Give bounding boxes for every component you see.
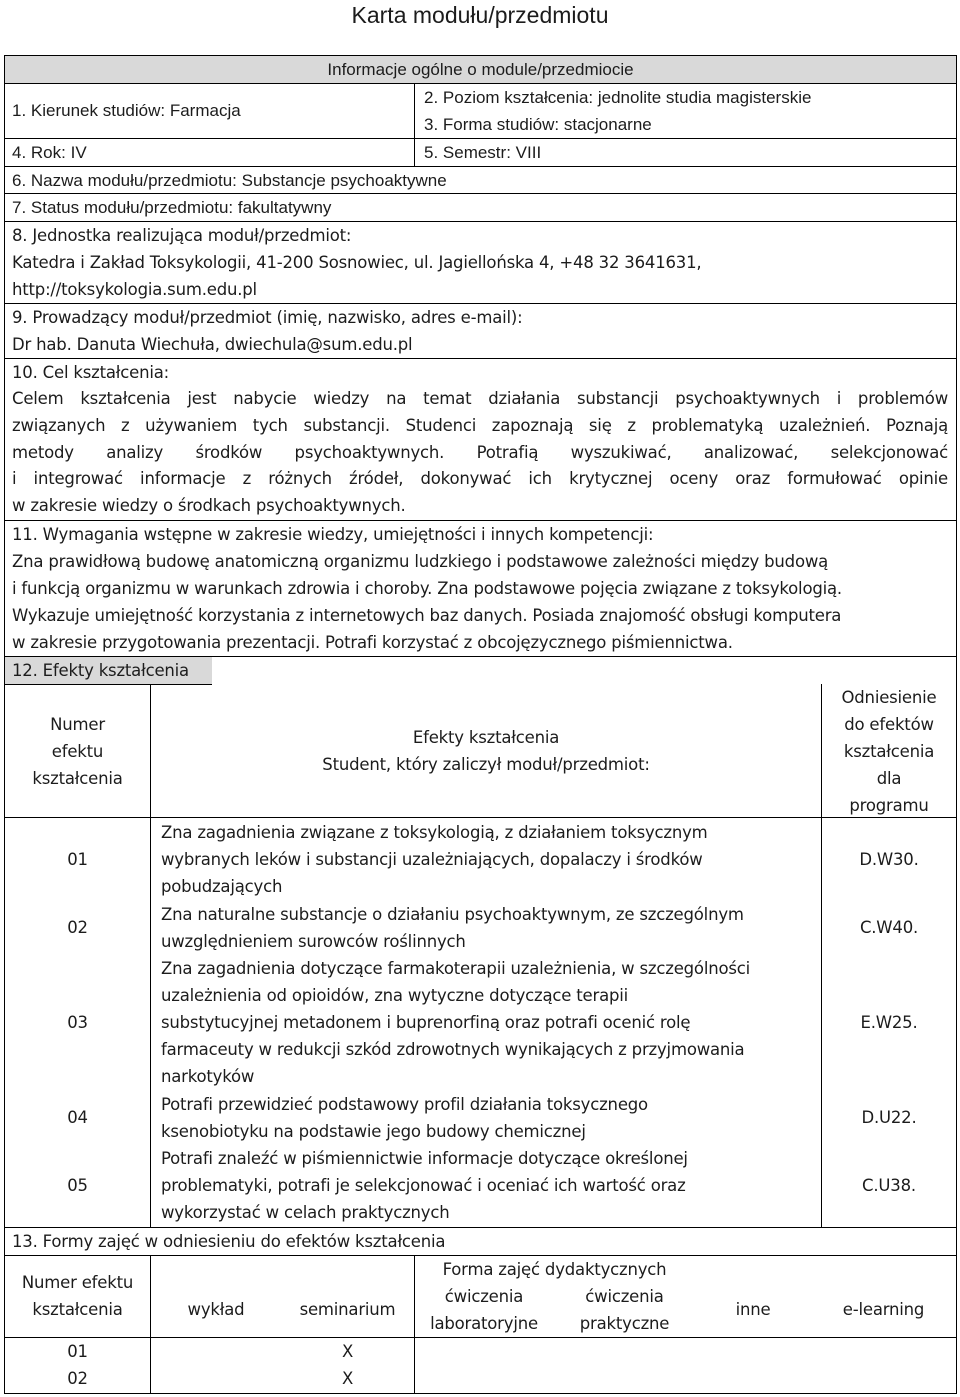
- page-title: Karta modułu/przedmiotu: [351, 2, 609, 28]
- header-line: do efektów: [844, 715, 934, 734]
- text-line: Zna naturalne substancje o działaniu psychoaktywnym, ze szczególnym: [161, 905, 744, 924]
- header-line: kształcenia: [32, 769, 123, 788]
- field-link[interactable]: http://toksykologia.sum.edu.pl: [12, 280, 257, 299]
- text-line: Potrafi znaleźć w piśmiennictwie informacje dotyczące określonej: [161, 1149, 688, 1168]
- effect-reference: D.W30.: [859, 850, 919, 869]
- field-value: stacjonarne: [563, 115, 652, 134]
- field-value: VIII: [515, 143, 542, 162]
- rule: [414, 83, 415, 166]
- text-line: ksenobiotyku na podstawie jego budowy chemicznej: [161, 1122, 586, 1141]
- forms-col-prakt: [554, 1283, 695, 1337]
- field-cel-label: [12, 359, 169, 386]
- field-wymagania: [12, 521, 842, 656]
- effect-reference: E.W25.: [860, 1013, 918, 1032]
- text-line: Zna zagadnienia dotyczące farmakoterapii uzależnienia, w szczególności: [161, 959, 751, 978]
- effect-description: [161, 955, 750, 1090]
- text-line: narkotyków: [161, 1067, 255, 1086]
- text-line: metody analizy środków psychoaktywnych. Potrafią wyszukiwać, analizować, selekcjonować: [12, 442, 948, 462]
- field-status: [12, 194, 331, 221]
- header-line: Numer efektu: [21, 1273, 134, 1292]
- field-line: Katedra i Zakład Toksykologii, 41-200 Sosnowiec, ul. Jagiellońska 4, +48 32 3641631,: [12, 253, 702, 272]
- field-cel-text: [12, 386, 948, 520]
- effects-col-effects-header: [151, 724, 821, 778]
- text-line: Zna zagadnienia związane z toksykologią, z działaniem toksycznym: [161, 823, 708, 842]
- text-line: związanych z używaniem tych substancji. Studenci zapoznają się z problematyką uzależnień. Poznają: [12, 415, 948, 435]
- text-line: w zakresie przygotowania prezentacji. Potrafi korzystać z obcojęzycznego piśmiennictwa.: [12, 633, 733, 652]
- field-value: jednolite studia magisterskie: [597, 88, 812, 107]
- text-line: i integrować informacje z różnych źródeł, dokonywać ich krytycznej oceny oraz formułować opinie: [12, 469, 948, 489]
- forms-col-seminarium: seminarium: [299, 1300, 396, 1319]
- field-value: Farmacja: [169, 101, 241, 120]
- text-line: w zakresie wiedzy o środkach psychoaktywnych.: [12, 496, 406, 516]
- header-line: Efekty kształcenia: [412, 728, 560, 747]
- text-line: pobudzających: [161, 877, 283, 896]
- field-forma: [424, 111, 652, 138]
- text-line: farmaceuty w redukcji szkód zdrowotnych wynikających z przyjmowania: [161, 1040, 745, 1059]
- effect-number: 03: [67, 1013, 88, 1032]
- field-label: 4. Rok:: [12, 143, 66, 162]
- header-line: kształcenia: [843, 742, 935, 761]
- field-label: 6. Nazwa modułu/przedmiotu:: [12, 171, 237, 190]
- rule: [4, 817, 957, 818]
- rule: [150, 1255, 151, 1394]
- field-rok: [12, 139, 87, 166]
- rule: [4, 684, 212, 685]
- forms-row-number: 01: [67, 1342, 88, 1361]
- text-line: Zna prawidłową budowę anatomiczną organizmu ludzkiego i podstawowe zależności między budową: [12, 552, 829, 571]
- header-line: efektu: [51, 742, 104, 761]
- effect-reference: D.U22.: [861, 1108, 917, 1127]
- text-line: wykorzystać w celach praktycznych: [161, 1203, 450, 1222]
- forms-row-seminarium-mark: X: [341, 1369, 354, 1388]
- forms-col-inne: inne: [735, 1300, 771, 1319]
- forms-group-header: Forma zajęć dydaktycznych: [442, 1260, 667, 1279]
- field-poziom: [424, 84, 811, 111]
- text-line: Potrafi przewidzieć podstawowy profil działania toksycznego: [161, 1095, 648, 1114]
- header-line: ćwiczenia: [585, 1287, 664, 1306]
- field-label: 11. Wymagania wstępne w zakresie wiedzy, umiejętności i innych kompetencji:: [12, 525, 654, 544]
- field-nazwa: [12, 167, 447, 194]
- effect-description: [161, 819, 708, 900]
- field-value: IV: [70, 143, 87, 162]
- header-line: ćwiczenia: [444, 1287, 524, 1306]
- effect-description: [161, 901, 744, 955]
- header-line: kształcenia: [32, 1300, 123, 1319]
- forms-col-lab: [414, 1283, 554, 1337]
- effect-description: [161, 1091, 648, 1145]
- field-label: 2. Poziom kształcenia:: [424, 88, 594, 107]
- forms-col-wyklad: wykład: [187, 1300, 245, 1319]
- forms-title: 13. Formy zajęć w odniesieniu do efektów kształcenia: [12, 1232, 446, 1251]
- header-line: laboratoryjne: [430, 1314, 538, 1333]
- field-value: Dr hab. Danuta Wiechuła, dwiechula@sum.edu.pl: [12, 335, 413, 354]
- forms-col-elearning: e-learning: [842, 1300, 925, 1319]
- header-line: praktyczne: [579, 1314, 670, 1333]
- field-label: 7. Status modułu/przedmiotu:: [12, 198, 234, 217]
- field-label: 8. Jednostka realizująca moduł/przedmiot:: [12, 226, 352, 245]
- effects-col-ref-header: [822, 684, 956, 819]
- field-semestr: [424, 139, 541, 166]
- effect-number: 02: [67, 918, 88, 937]
- field-label: 1. Kierunek studiów:: [12, 101, 166, 120]
- effect-number: 05: [67, 1176, 88, 1195]
- field-jednostka: [12, 222, 701, 303]
- field-value: Substancje psychoaktywne: [241, 171, 447, 190]
- text-line: uwzględnieniem surowców roślinnych: [161, 932, 466, 951]
- forms-col-number-header: [5, 1269, 150, 1323]
- general-header: Informacje ogólne o module/przedmiocie: [327, 60, 634, 79]
- header-line: Student, który zaliczył moduł/przedmiot:: [322, 755, 650, 774]
- text-line: wybranych leków i substancji uzależniających, dopalaczy i środków: [161, 850, 703, 869]
- text-line: Wykazuje umiejętność korzystania z internetowych baz danych. Posiada znajomość obsługi komputera: [12, 606, 842, 625]
- forms-row-seminarium-mark: X: [341, 1342, 354, 1361]
- effect-reference: C.W40.: [859, 918, 919, 937]
- field-kierunek: [12, 97, 241, 124]
- field-label: 3. Forma studiów:: [424, 115, 560, 134]
- field-value: fakultatywny: [237, 198, 332, 217]
- effect-number: 01: [67, 850, 88, 869]
- text-line: Celem kształcenia jest nabycie wiedzy na temat działania substancji psychoaktywnych i problemów: [12, 389, 948, 408]
- field-label: 9. Prowadzący moduł/przedmiot (imię, nazwisko, adres e-mail):: [12, 308, 523, 327]
- text-line: problematyki, potrafi je selekcjonować i oceniać ich wartość oraz: [161, 1176, 686, 1195]
- text-line: substytucyjnej metadonem i buprenorfiną oraz potrafi ocenić rolę: [161, 1013, 691, 1032]
- effects-col-number-header: [5, 711, 150, 792]
- field-label: 5. Semestr:: [424, 143, 511, 162]
- header-line: Odniesienie: [841, 688, 937, 707]
- effect-reference: C.U38.: [862, 1176, 916, 1195]
- header-line: Numer: [50, 715, 105, 734]
- effect-number: 04: [67, 1108, 88, 1127]
- field-prowadzacy: [12, 304, 522, 358]
- forms-row-number: 02: [67, 1369, 88, 1388]
- effects-title: 12. Efekty kształcenia: [12, 661, 189, 680]
- header-line: programu: [849, 796, 929, 815]
- effect-description: [161, 1145, 688, 1226]
- header-line: dla: [876, 769, 902, 788]
- field-label: 10. Cel kształcenia:: [12, 363, 170, 382]
- text-line: i funkcją organizmu w warunkach zdrowia i choroby. Zna podstawowe pojęcia związane z toksykologią.: [12, 579, 842, 598]
- text-line: uzależnienia od opioidów, zna wytyczne dotyczące terapii: [161, 986, 629, 1005]
